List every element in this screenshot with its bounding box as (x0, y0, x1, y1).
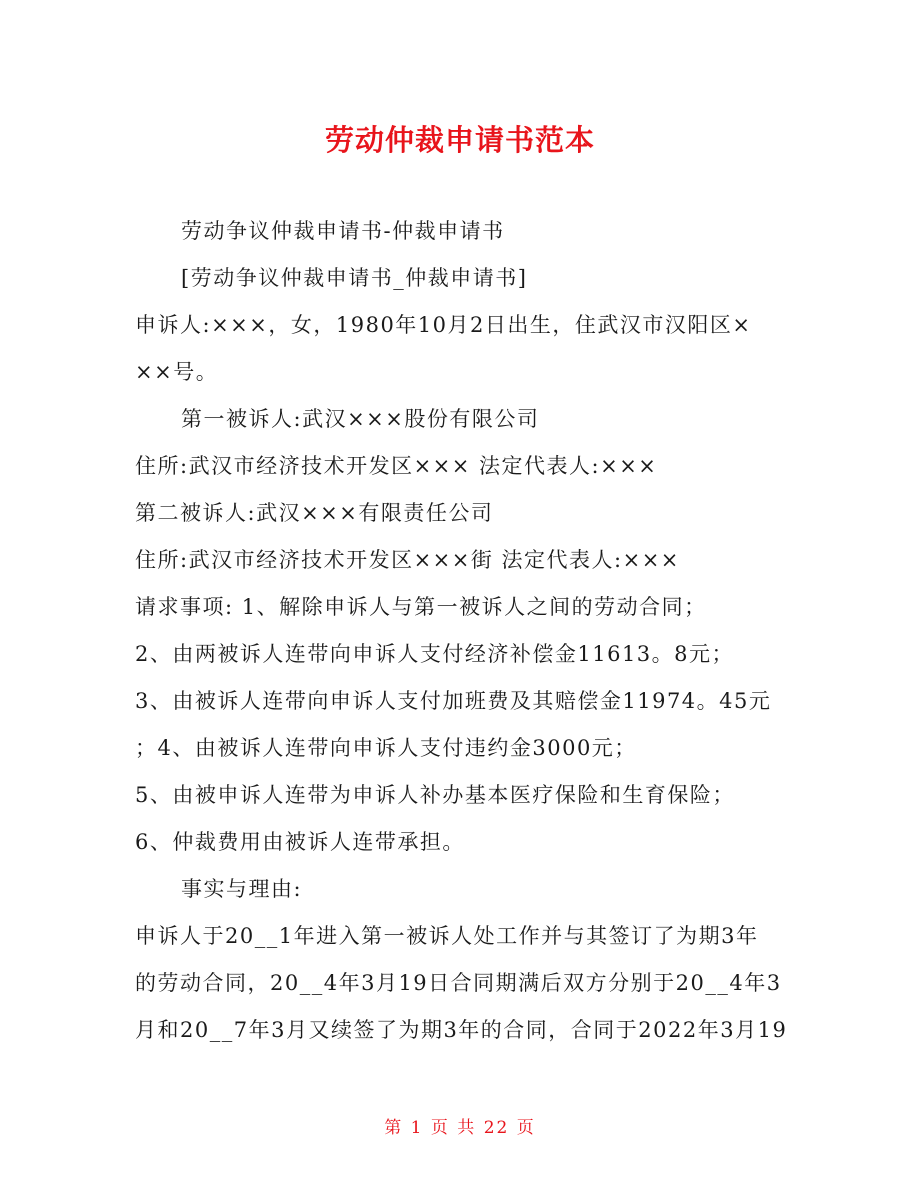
body-line: 2、由两被诉人连带向申诉人支付经济补偿金11613。8元； (135, 642, 735, 666)
body-line: 第一被诉人:武汉×××股份有限公司 (181, 407, 540, 431)
document-body (135, 208, 795, 1054)
body-line: 申诉人:×××，女，1980年10月2日出生，住武汉市汉阳区× (135, 313, 752, 337)
body-line: 月和20__7年3月又续签了为期3年的合同，合同于2022年3月19 (135, 1018, 788, 1042)
body-line: 第二被诉人:武汉×××有限责任公司 (135, 501, 494, 525)
body-line: 住所:武汉市经济技术开发区××× 法定代表人:××× (135, 454, 658, 478)
body-line: ××号。 (135, 360, 219, 384)
body-line: [劳动争议仲裁申请书_仲裁申请书] (181, 266, 528, 290)
page-number-footer: 第 1 页 共 22 页 (384, 1118, 536, 1138)
body-line: 劳动争议仲裁申请书-仲裁申请书 (181, 219, 505, 243)
body-line: 住所:武汉市经济技术开发区×××街 法定代表人:××× (135, 548, 680, 572)
document-title: 劳动仲裁申请书范本 (324, 123, 595, 157)
body-line: 的劳动合同，20__4年3月19日合同期满后双方分别于20__4年3 (135, 971, 782, 995)
body-line: 申诉人于20__1年进入第一被诉人处工作并与其签订了为期3年 (135, 924, 759, 948)
body-line: 请求事项: 1、解除申诉人与第一被诉人之间的劳动合同； (135, 595, 707, 619)
body-line: 6、仲裁费用由被诉人连带承担。 (135, 830, 465, 854)
section-heading: 事实与理由: (181, 877, 303, 901)
body-line: 5、由被申诉人连带为申诉人补办基本医疗保险和生育保险； (135, 783, 735, 807)
body-line: ；4、由被诉人连带向申诉人支付违约金3000元； (135, 736, 637, 760)
body-line: 3、由被诉人连带向申诉人支付加班费及其赔偿金11974。45元 (135, 689, 772, 713)
